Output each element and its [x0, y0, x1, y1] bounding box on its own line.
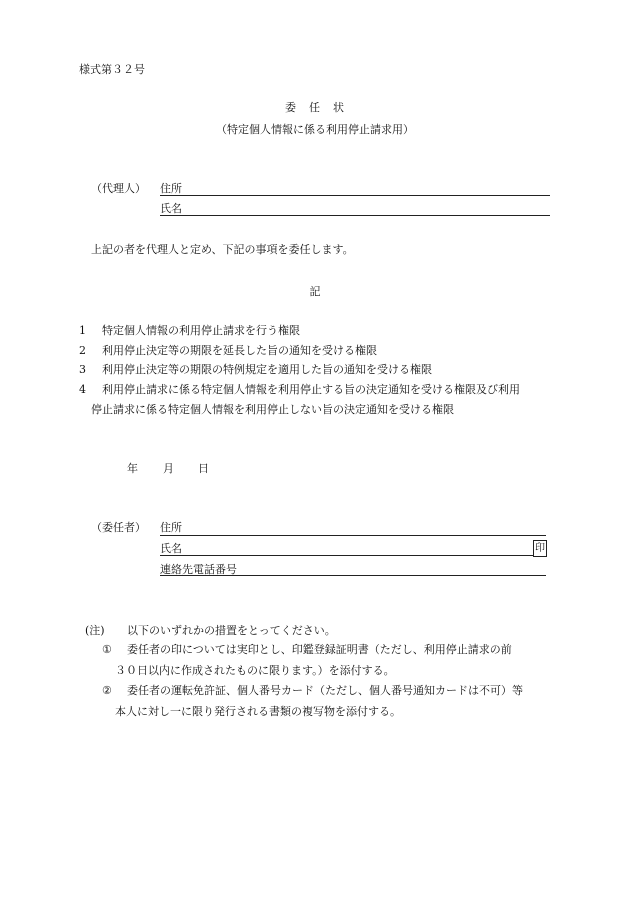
item-4-text-continued: 停止請求に係る特定個人情報を利用停止しない旨の決定通知を受ける権限	[91, 403, 454, 416]
form-number: 様式第３２号	[79, 63, 145, 76]
item-2-text: 利用停止決定等の期限を延長した旨の通知を受ける権限	[102, 344, 377, 357]
item-4-number: 4	[79, 383, 86, 396]
principal-name-line[interactable]	[160, 555, 533, 556]
note-2-line1: 委任者の運転免許証、個人番号カード（ただし、個人番号通知カードは不可）等	[127, 684, 523, 697]
note-1-line2: ３０日以内に作成されたものに限ります。）を添付する。	[115, 664, 395, 677]
date-month: 月	[163, 462, 174, 475]
ki-heading: 記	[309, 285, 321, 298]
agent-address-label: 住所	[160, 182, 182, 195]
agent-name-label: 氏名	[160, 202, 182, 215]
document-title: 委 任 状	[285, 101, 345, 114]
principal-name-label: 氏名	[160, 542, 182, 555]
principal-address-line[interactable]	[160, 535, 546, 536]
principal-phone-label: 連絡先電話番号	[160, 563, 237, 576]
agent-name-line[interactable]	[160, 215, 550, 216]
date-year: 年	[127, 462, 138, 475]
date-day: 日	[198, 462, 209, 475]
delegation-statement: 上記の者を代理人と定め、下記の事項を委任します。	[91, 243, 354, 256]
note-1-mark: ①	[102, 643, 112, 656]
item-1-number: 1	[79, 324, 86, 337]
item-3-number: 3	[79, 363, 86, 376]
principal-phone-line[interactable]	[160, 575, 546, 576]
principal-label: （委任者）	[91, 521, 146, 534]
notes-intro: 以下のいずれかの措置をとってください。	[127, 624, 336, 637]
item-4-text: 利用停止請求に係る特定個人情報を利用停止する旨の決定通知を受ける権限及び利用	[102, 383, 520, 396]
note-2-mark: ②	[102, 684, 112, 697]
notes-label: (注)	[85, 624, 105, 637]
note-1-line1: 委任者の印については実印とし、印鑑登録証明書（ただし、利用停止請求の前	[127, 643, 512, 656]
document-subtitle: （特定個人情報に係る利用停止請求用）	[216, 123, 414, 136]
item-2-number: 2	[79, 344, 86, 357]
seal-box: 印	[533, 540, 547, 557]
agent-label: （代理人）	[91, 182, 146, 195]
item-1-text: 特定個人情報の利用停止請求を行う権限	[102, 324, 300, 337]
note-2-line2: 本人に対し一に限り発行される書類の複写物を添付する。	[115, 705, 401, 718]
agent-address-line[interactable]	[160, 195, 550, 196]
item-3-text: 利用停止決定等の期限の特例規定を適用した旨の通知を受ける権限	[102, 363, 432, 376]
principal-address-label: 住所	[160, 521, 182, 534]
